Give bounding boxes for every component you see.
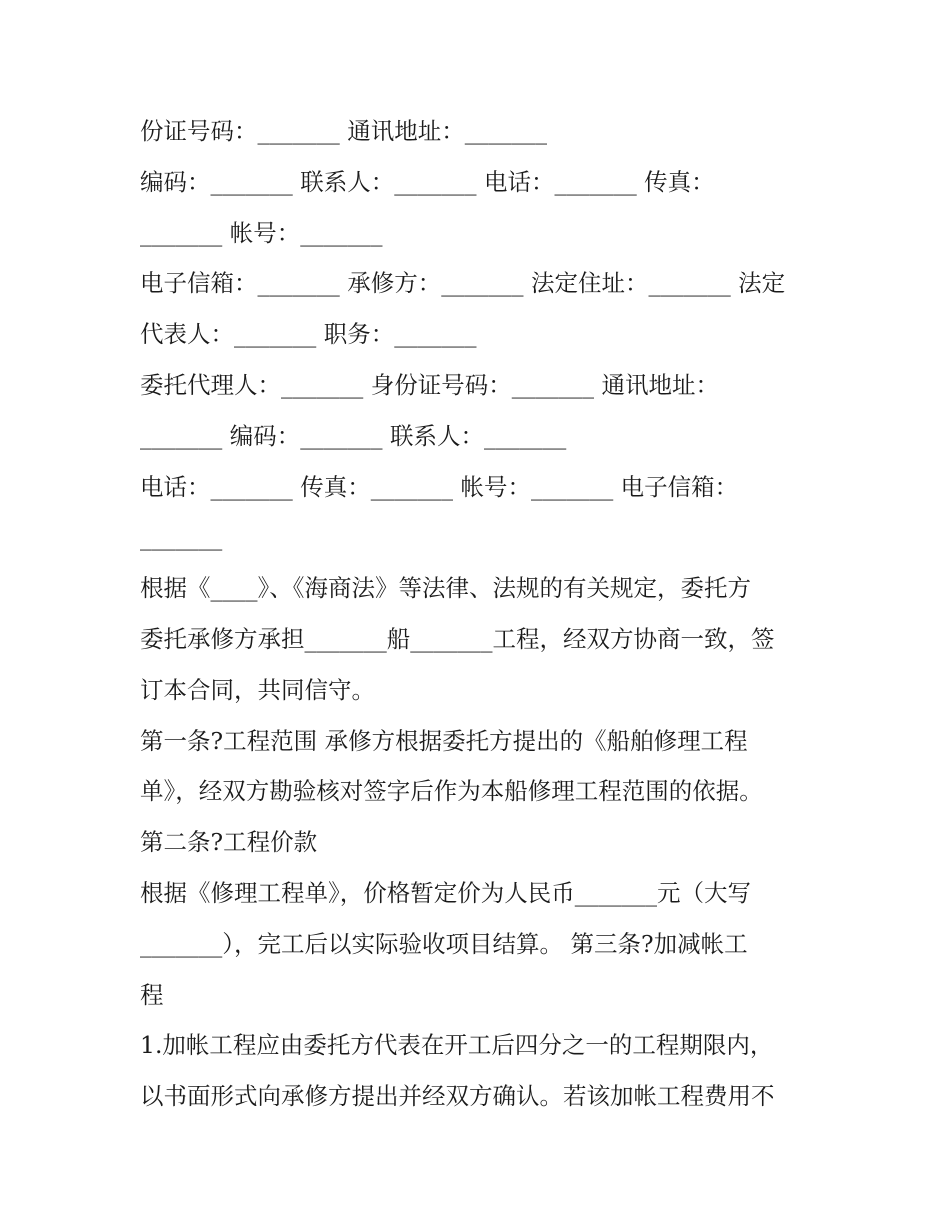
text-line: _______ 编码：_______ 联系人：_______	[140, 421, 567, 450]
text-line: 1.加帐工程应由委托方代表在开工后四分之一的工程期限内，	[140, 1031, 774, 1060]
article-heading: 第一条?工程范围 承修方根据委托方提出的《船舶修理工程	[140, 726, 748, 755]
text-line: _______），完工后以实际验收项目结算。 第三条?加减帐工	[140, 929, 748, 958]
text-line: 份证号码：_______ 通讯地址：_______	[140, 117, 547, 145]
text-line: 委托代理人：_______ 身份证号码：_______ 通讯地址：	[140, 370, 719, 399]
text-line: 根据《修理工程单》，价格暂定价为人民币_______元（大写	[140, 878, 751, 907]
text-line: 订本合同，共同信守。	[140, 675, 375, 704]
text-line: 编码：_______ 联系人：_______ 电话：_______ 传真：	[140, 167, 715, 196]
text-line: 以书面形式向承修方提出并经双方确认。若该加帐工程费用不	[140, 1082, 775, 1111]
text-line: _______ 帐号：_______	[140, 218, 383, 247]
text-line: 单》，经双方勘验核对签字后作为本船修理工程范围的依据。	[140, 777, 763, 806]
text-line: 根据《____》、《海商法》等法律、法规的有关规定，委托方	[140, 574, 751, 603]
article-heading: 第二条?工程价款	[140, 828, 318, 857]
text-line: 程	[140, 980, 164, 1009]
text-line: _______	[140, 523, 223, 552]
contract-text	[140, 106, 820, 1122]
text-line: 委托承修方承担_______船_______工程，经双方协商一致，签	[140, 624, 775, 653]
text-line: 电子信箱：_______ 承修方：_______ 法定住址：_______ 法定	[140, 269, 786, 298]
text-line: 代表人：_______ 职务：_______	[140, 320, 477, 349]
text-line: 电话：_______ 传真：_______ 帐号：_______ 电子信箱：	[140, 472, 739, 501]
